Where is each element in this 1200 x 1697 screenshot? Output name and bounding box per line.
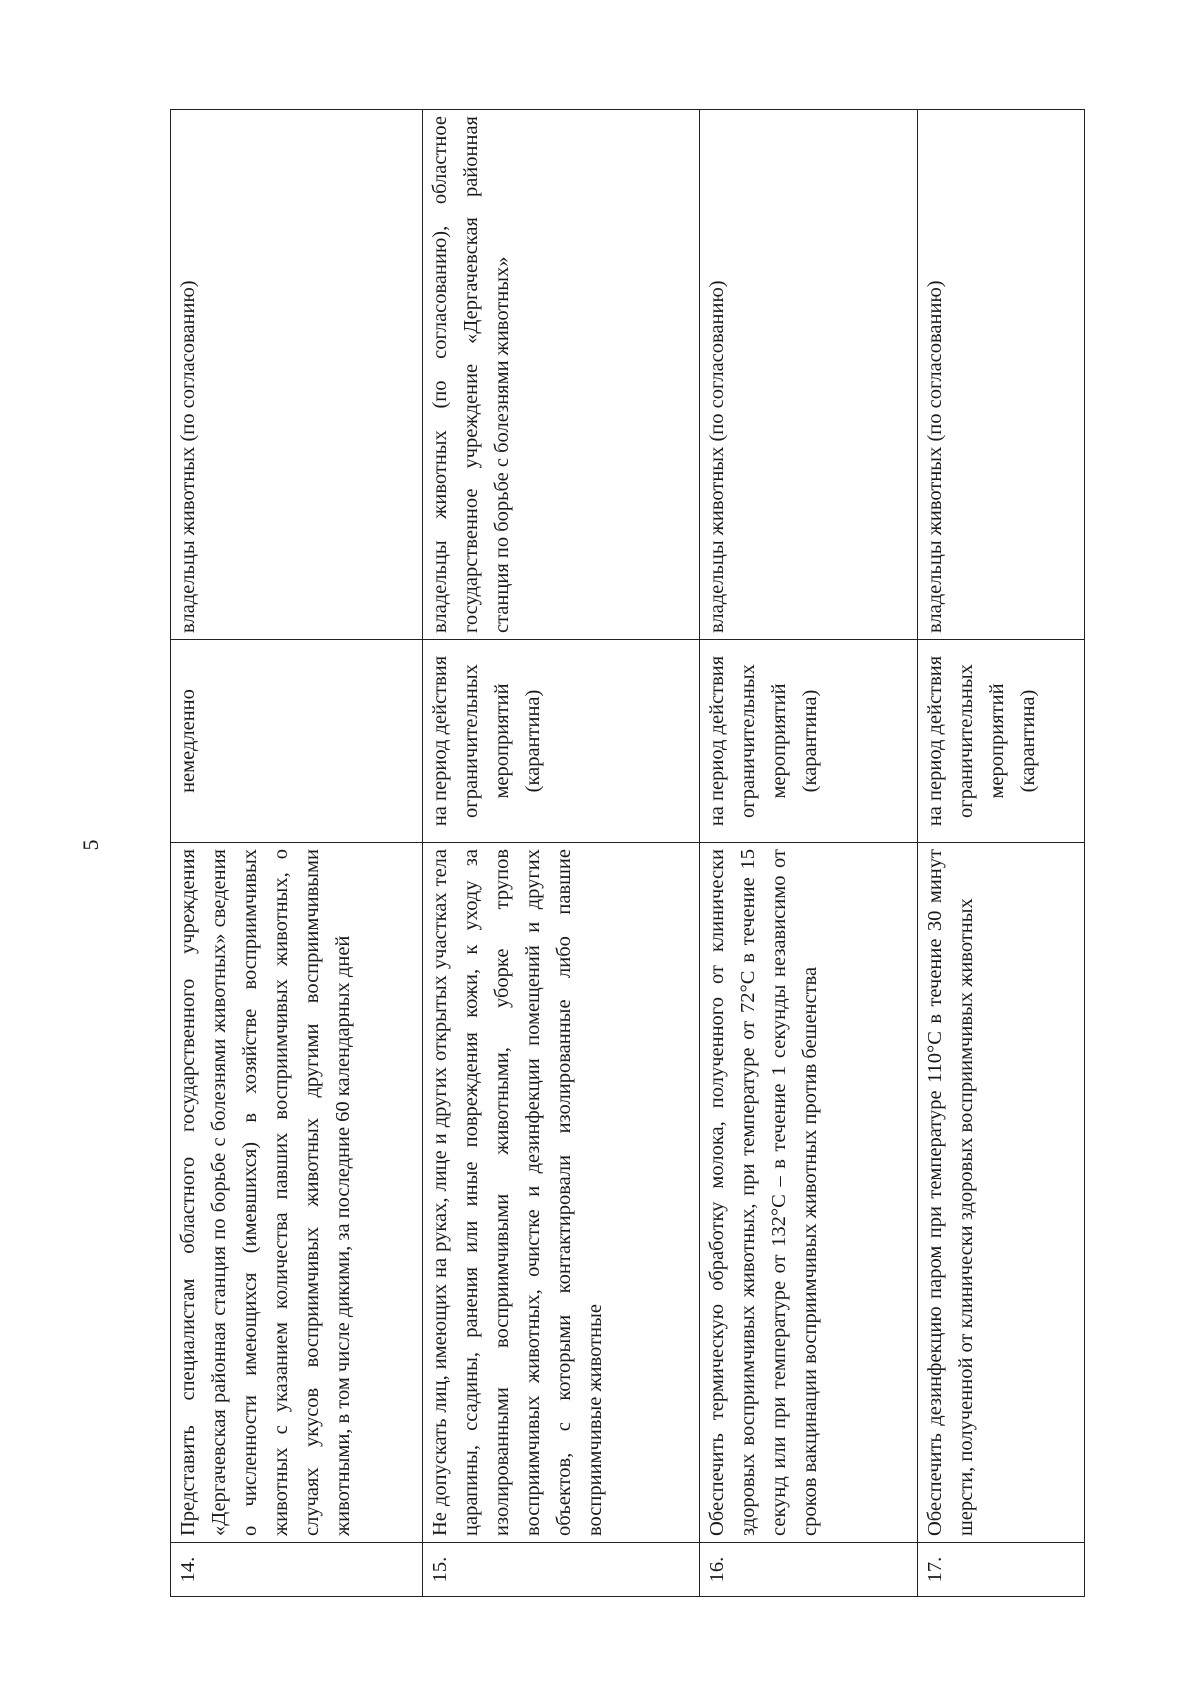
responsible-text: владельцы животных (по согласованию): [171, 110, 423, 640]
rotated-table-container: [170, 110, 1084, 1597]
responsible-text: владельцы животных (по согласованию): [700, 110, 918, 640]
term-text: немедленно: [171, 640, 423, 843]
row-number: 16.: [700, 1543, 918, 1597]
table-row-14: [171, 110, 423, 1597]
term-text: на период действия ограничительных мероприятий (карантина): [423, 640, 700, 843]
term-text: на период действия ограничительных мероприятий (карантина): [918, 640, 1085, 843]
row-number: 15.: [423, 1543, 700, 1597]
term-text: на период действия ограничительных мероприятий (карантина): [700, 640, 918, 843]
table-row-17: [918, 110, 1085, 1597]
measure-text: Обеспечить термическую обработку молока, полученного от клинически здоровых восприимчивых животных, при температуре от 72°С в течение 15 секунд или при температуре от 132°С – в течение 1 секунды независимо от сроков вакцинации восприимчивых животных против бешенства: [700, 843, 918, 1543]
responsible-text: владельцы животных (по согласованию): [918, 110, 1085, 640]
page-number: 5: [78, 839, 103, 851]
measures-table: [170, 109, 1085, 1597]
table-row-15: [423, 110, 700, 1597]
measure-text: Обеспечить дезинфекцию паром при температуре 110°С в течение 30 минут шерсти, полученной от клинически здоровых восприимчивых животных: [918, 843, 1085, 1543]
measure-text: Представить специалистам областного государственного учреждения «Дергачевская районная станция по борьбе с болезнями животных» сведения о численности имеющихся (имевшихся) в хозяйстве восприимчивых животных с указанием количества павших восприимчивых животных, о случаях укусов восприимчивых животных другими восприимчивыми животными, в том числе дикими, за последние 60 календарных дней: [171, 843, 423, 1543]
row-number: 17.: [918, 1543, 1085, 1597]
row-number: 14.: [171, 1543, 423, 1597]
responsible-text: владельцы животных (по согласованию), областное государственное учреждение «Дергачевская районная станция по борьбе с болезнями животных»: [423, 110, 700, 640]
table-row-16: [700, 110, 918, 1597]
measure-text: Не допускать лиц, имеющих на руках, лице и других открытых участках тела царапины, ссадины, ранения или иные повреждения кожи, к уходу за изолированными восприимчивыми животными, уборке трупов восприимчивых животных, очистке и дезинфекции помещений и других объектов, с которыми контактировали изолированные либо павшие восприимчивые животные: [423, 843, 700, 1543]
